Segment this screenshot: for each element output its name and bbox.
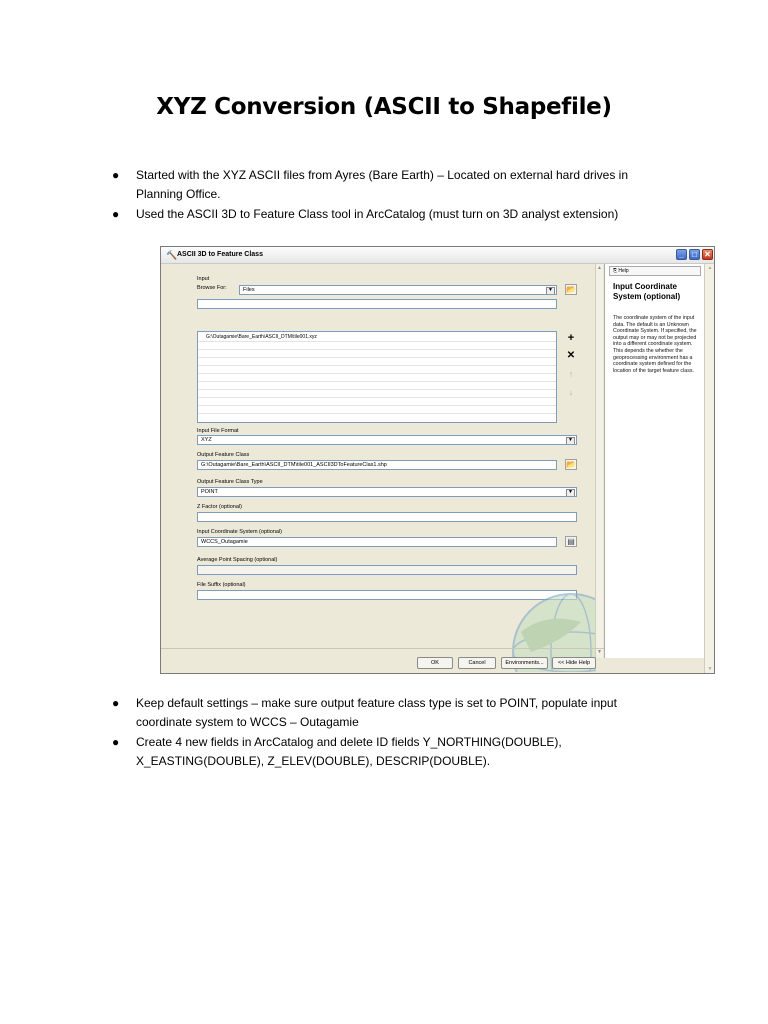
- bullet-dot: ●: [112, 696, 120, 710]
- tool-parameters-panel: [161, 264, 595, 658]
- bullet-item: [108, 166, 668, 204]
- help-tab[interactable]: [609, 266, 701, 276]
- help-scrollbar[interactable]: [704, 264, 714, 673]
- bullet-dot: ●: [112, 207, 120, 221]
- bullet-item: [108, 694, 668, 732]
- minimize-button[interactable]: _: [676, 249, 687, 260]
- output-type-value: POINT: [201, 489, 218, 495]
- point-spacing-field[interactable]: [197, 565, 577, 575]
- list-item: [198, 358, 556, 366]
- list-item: [198, 366, 556, 374]
- input-file-format-value: XYZ: [201, 437, 212, 443]
- properties-icon[interactable]: ▤: [565, 536, 577, 547]
- environments-button[interactable]: Environments...: [501, 657, 548, 669]
- cancel-button[interactable]: Cancel: [458, 657, 496, 669]
- ascii-3d-to-feature-class-dialog: [160, 246, 715, 674]
- bullet-text: Used the ASCII 3D to Feature Class tool in ArcCatalog (must turn on 3D analyst extension): [136, 207, 619, 221]
- browse-for-value: Files: [243, 287, 255, 293]
- list-item: [198, 406, 556, 414]
- browse-for-select[interactable]: [239, 285, 557, 295]
- input-label: Input: [197, 276, 210, 282]
- output-type-select[interactable]: [197, 487, 577, 497]
- z-factor-label: Z Factor (optional): [197, 504, 242, 510]
- close-button[interactable]: ✕: [702, 249, 713, 260]
- coord-system-label: Input Coordinate System (optional): [197, 529, 282, 535]
- file-suffix-label: File Suffix (optional): [197, 582, 246, 588]
- dialog-title: ASCII 3D to Feature Class: [177, 251, 263, 258]
- scroll-up-icon[interactable]: ▲: [707, 265, 713, 271]
- scroll-down-icon[interactable]: ▼: [597, 649, 602, 655]
- bullet-text: Create 4 new fields in ArcCatalog and delete ID fields Y_NORTHING(DOUBLE), X_EASTING(DOUBLE), Z_ELEV(DOUBLE), DESCRIP(DOUBLE).: [136, 735, 562, 768]
- arrow-down-icon[interactable]: ↓: [568, 387, 574, 397]
- dialog-footer: [161, 648, 604, 673]
- bullet-text: Keep default settings – make sure output feature class type is set to POINT, populate input coordinate system to WCCS – Outagamie: [136, 696, 617, 729]
- browse-for-label: Browse For:: [197, 285, 227, 291]
- help-body: The coordinate system of the input data. The default is an Unknown Coordinate System. If specified, the output may or may not be projected into a different coordinate system. This depends the whether the geoprocessing environment has a coordinate system defined for the location of the target feature class.: [613, 315, 697, 374]
- bullet-text: Started with the XYZ ASCII files from Ayres (Bare Earth) – Located on external hard drives in Planning Office.: [136, 168, 629, 201]
- list-item: [198, 342, 556, 350]
- parameters-scrollbar[interactable]: [595, 264, 603, 658]
- ok-button[interactable]: OK: [417, 657, 453, 669]
- help-heading: Input Coordinate System (optional): [613, 282, 681, 301]
- document-title: XYZ Conversion (ASCII to Shapefile): [156, 94, 612, 120]
- maximize-button[interactable]: □: [689, 249, 700, 260]
- input-file-list[interactable]: [197, 331, 557, 423]
- folder-icon[interactable]: 📂: [566, 460, 576, 469]
- hide-help-button[interactable]: << Hide Help: [552, 657, 596, 669]
- list-item: [198, 390, 556, 398]
- output-feature-class-label: Output Feature Class: [197, 452, 250, 458]
- input-file-format-label: Input File Format: [197, 428, 239, 434]
- bullet-list-top: [108, 166, 668, 225]
- help-icon: ⎘: [613, 268, 619, 274]
- bullet-dot: ●: [112, 168, 120, 182]
- point-spacing-label: Average Point Spacing (optional): [197, 557, 278, 563]
- list-item: [198, 374, 556, 382]
- input-path-field[interactable]: [197, 299, 557, 309]
- bullet-item: [108, 733, 668, 771]
- output-feature-class-field[interactable]: G:\Outagamie\Bare_Earth\ASCII_DTM\tile001_ASCII3DToFeatureClas1.shp: [197, 460, 557, 470]
- chevron-down-icon[interactable]: ▼: [566, 437, 575, 445]
- list-item: [198, 398, 556, 406]
- hammer-icon: 🔨: [166, 250, 178, 260]
- bullet-item: [108, 205, 668, 224]
- help-panel: [604, 264, 704, 658]
- input-file-format-select[interactable]: [197, 435, 577, 445]
- arrow-up-icon[interactable]: ↑: [568, 369, 574, 379]
- x-icon[interactable]: ✕: [566, 350, 576, 361]
- bullet-dot: ●: [112, 735, 120, 749]
- dialog-titlebar[interactable]: [161, 247, 714, 264]
- chevron-down-icon[interactable]: ▼: [566, 489, 575, 497]
- help-tab-label: Help: [618, 268, 629, 274]
- plus-icon[interactable]: +: [567, 332, 575, 344]
- scroll-down-icon[interactable]: ▼: [707, 666, 713, 672]
- list-item: [198, 382, 556, 390]
- output-type-label: Output Feature Class Type: [197, 479, 263, 485]
- coord-system-field[interactable]: WCCS_Outagamie: [197, 537, 557, 547]
- bullet-list-bottom: [108, 694, 668, 772]
- list-item[interactable]: G:\Outagamie\Bare_Earth\ASCII_DTM\tile001.xyz: [198, 334, 556, 342]
- chevron-down-icon[interactable]: ▼: [546, 287, 555, 295]
- z-factor-field[interactable]: [197, 512, 577, 522]
- folder-icon[interactable]: 📂: [566, 285, 576, 294]
- scroll-up-icon[interactable]: ▲: [597, 265, 602, 271]
- list-item: [198, 350, 556, 358]
